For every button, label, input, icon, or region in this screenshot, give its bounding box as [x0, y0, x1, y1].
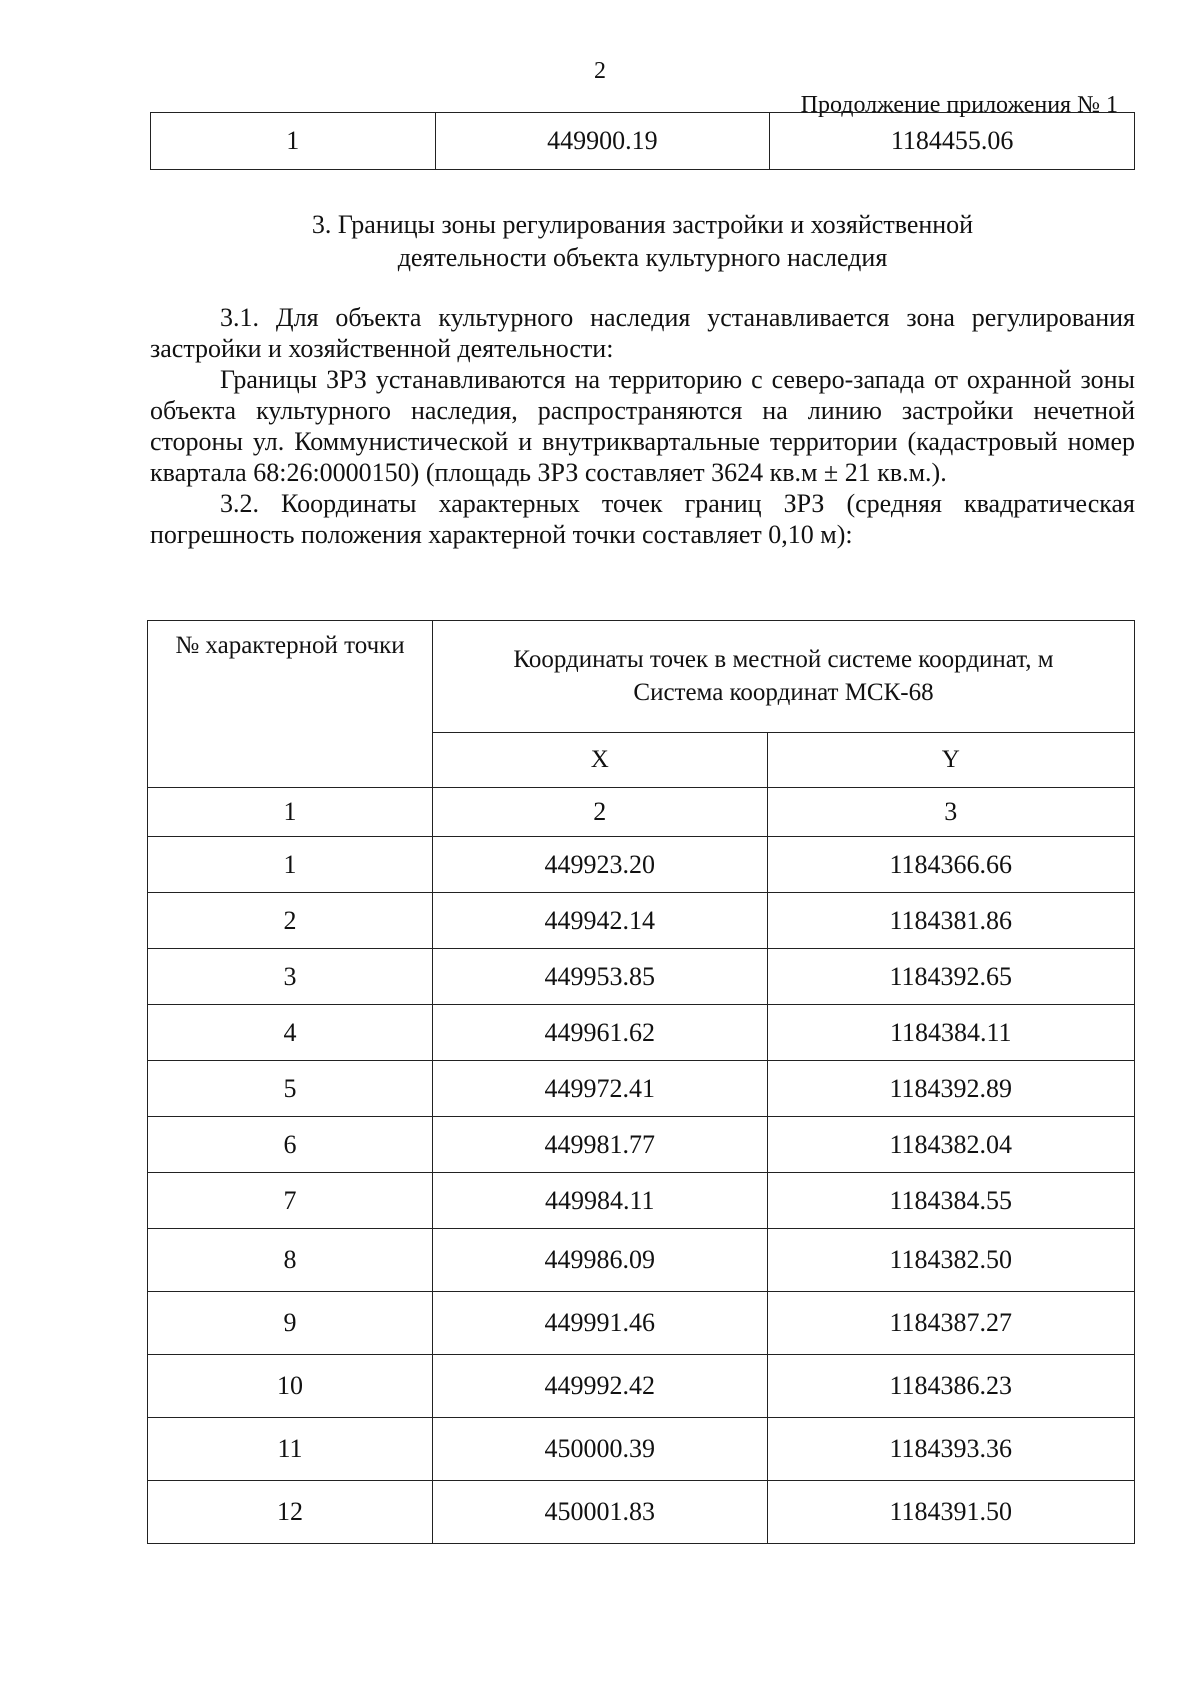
- y-coordinate-cell: 1184387.27: [767, 1292, 1134, 1355]
- continuation-note: Продолжение приложения № 1: [800, 92, 1118, 118]
- table-row: [148, 1117, 1135, 1173]
- x-coordinate-cell: 449984.11: [433, 1173, 768, 1229]
- table-header-row: [148, 621, 1135, 733]
- table-row: [148, 1061, 1135, 1117]
- point-number-cell: 6: [148, 1117, 433, 1173]
- y-coordinate-cell: 1184382.50: [767, 1229, 1134, 1292]
- section-title-line: 3. Границы зоны регулирования застройки и хозяйственной: [311, 210, 974, 239]
- body-text: [150, 302, 1135, 550]
- point-number-cell: 12: [148, 1481, 433, 1544]
- section-title-line: деятельности объекта культурного наследия: [397, 243, 888, 272]
- y-coordinate-cell: 1184384.11: [767, 1005, 1134, 1061]
- point-number-cell: 1: [148, 837, 433, 893]
- y-coordinate-cell: 1184381.86: [767, 893, 1134, 949]
- point-number-cell: 8: [148, 1229, 433, 1292]
- continuation-table: [150, 112, 1135, 170]
- y-coordinate-cell: 1184382.04: [767, 1117, 1134, 1173]
- point-number-cell: 2: [148, 893, 433, 949]
- table-row: [148, 1229, 1135, 1292]
- point-number-cell: 1: [151, 113, 436, 170]
- header-point-number: № характерной точки: [148, 621, 433, 788]
- x-coordinate-cell: 449972.41: [433, 1061, 768, 1117]
- y-coordinate-cell: 1184455.06: [770, 113, 1135, 170]
- x-coordinate-cell: 449991.46: [433, 1292, 768, 1355]
- page-number: 2: [594, 58, 606, 84]
- header-system-line: Координаты точек в местной системе координат, м: [513, 646, 1054, 674]
- paragraph-3-2: 3.2. Координаты характерных точек границ ЗРЗ (средняя квадратическая погрешность положения характерной точки составляет 0,10 м):: [150, 489, 1135, 549]
- table-row: [148, 1418, 1135, 1481]
- header-coordinate-system: [433, 621, 1135, 733]
- table-row: [148, 1005, 1135, 1061]
- paragraph-3-1: 3.1. Для объекта культурного наследия устанавливается зона регулирования застройки и хозяйственной деятельности:: [150, 303, 1135, 363]
- y-coordinate-cell: 1184392.89: [767, 1061, 1134, 1117]
- x-coordinate-cell: 449992.42: [433, 1355, 768, 1418]
- y-coordinate-cell: 1184391.50: [767, 1481, 1134, 1544]
- table-row: [148, 1355, 1135, 1418]
- point-number-cell: 4: [148, 1005, 433, 1061]
- column-index: 1: [148, 788, 433, 837]
- point-number-cell: 3: [148, 949, 433, 1005]
- table-row: [151, 113, 1135, 170]
- point-number-cell: 10: [148, 1355, 433, 1418]
- x-coordinate-cell: 449923.20: [433, 837, 768, 893]
- x-coordinate-cell: 449986.09: [433, 1229, 768, 1292]
- table-row: [148, 1481, 1135, 1544]
- table-row: [148, 893, 1135, 949]
- x-coordinate-cell: 449953.85: [433, 949, 768, 1005]
- point-number-cell: 5: [148, 1061, 433, 1117]
- y-coordinate-cell: 1184393.36: [767, 1418, 1134, 1481]
- x-coordinate-cell: 449961.62: [433, 1005, 768, 1061]
- section-title: [150, 208, 1135, 274]
- header-y: Y: [767, 732, 1134, 787]
- header-x: X: [433, 732, 768, 787]
- column-index: 3: [767, 788, 1134, 837]
- coordinates-table: [147, 620, 1135, 1544]
- x-coordinate-cell: 450000.39: [433, 1418, 768, 1481]
- y-coordinate-cell: 1184384.55: [767, 1173, 1134, 1229]
- column-index: 2: [433, 788, 768, 837]
- point-number-cell: 11: [148, 1418, 433, 1481]
- x-coordinate-cell: 449981.77: [433, 1117, 768, 1173]
- y-coordinate-cell: 1184392.65: [767, 949, 1134, 1005]
- point-number-cell: 9: [148, 1292, 433, 1355]
- header-system-line: Система координат МСК-68: [633, 679, 934, 707]
- x-coordinate-cell: 450001.83: [433, 1481, 768, 1544]
- point-number-cell: 7: [148, 1173, 433, 1229]
- column-index-row: [148, 788, 1135, 837]
- table-row: [148, 949, 1135, 1005]
- x-coordinate-cell: 449900.19: [435, 113, 770, 170]
- y-coordinate-cell: 1184386.23: [767, 1355, 1134, 1418]
- table-row: [148, 1292, 1135, 1355]
- table-row: [148, 837, 1135, 893]
- paragraph-boundaries: Границы ЗРЗ устанавливаются на территорию с северо-запада от охранной зоны объекта культурного наследия, распространяются на линию застройки нечетной стороны ул. Коммунистической и внутриквартальные территории (кадастровый номер квартала 68:26:0000150) (площадь ЗРЗ составляет 3624 кв.м ± 21 кв.м.).: [150, 365, 1135, 487]
- table-row: [148, 1173, 1135, 1229]
- x-coordinate-cell: 449942.14: [433, 893, 768, 949]
- y-coordinate-cell: 1184366.66: [767, 837, 1134, 893]
